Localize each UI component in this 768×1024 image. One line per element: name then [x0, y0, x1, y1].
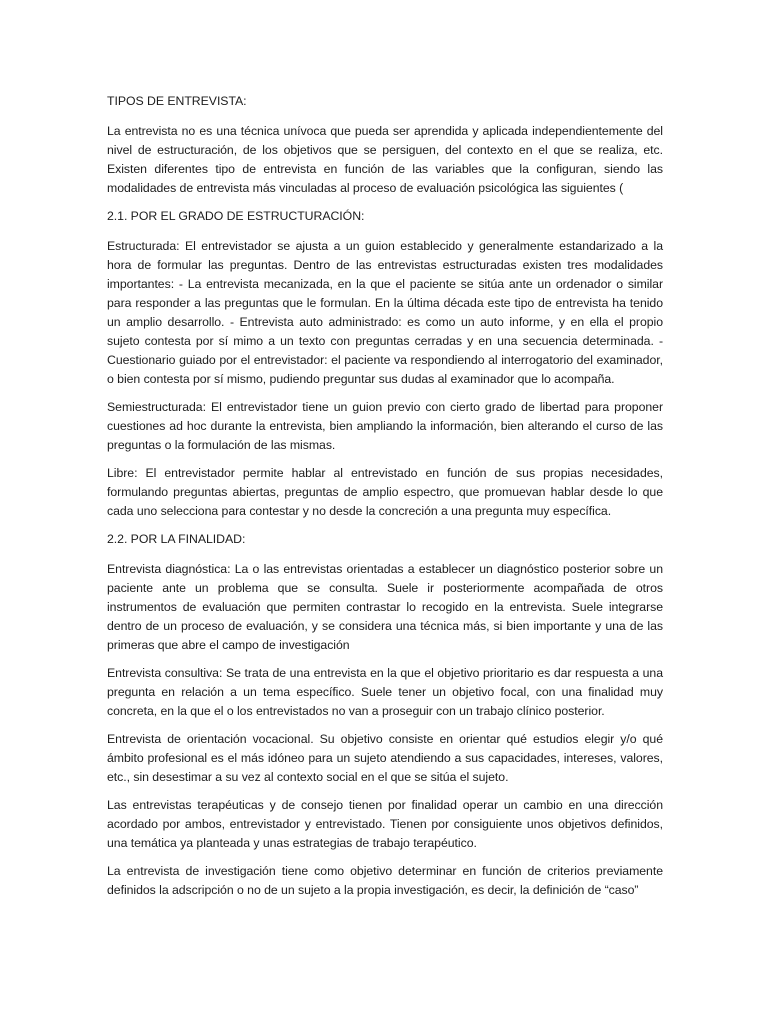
- paragraph-structured: Estructurada: El entrevistador se ajusta a un guion establecido y generalmente estandarizado a la hora de formular las preguntas. Dentro de las entrevistas estructuradas existen tres modalidades importantes: - La entrevista mecanizada, en la que el paciente se sitúa ante un ordenador o similar para responder a las preguntas que le formulan. En la última década este tipo de entrevista ha tenido un amplio desarrollo. - Entrevista auto administrado: es como un auto informe, y en ella el propio sujeto contesta por sí mimo a un texto con preguntas cerradas y en una secuencia determinada. - Cuestionario guiado por el entrevistador: el paciente va respondiendo al interrogatorio del examinador, o bien contesta por sí mismo, pudiendo preguntar sus dudas al examinador que lo acompaña.: [107, 239, 663, 386]
- document-title: TIPOS DE ENTREVISTA:: [107, 94, 247, 108]
- paragraph-vocational: Entrevista de orientación vocacional. Su objetivo consiste en orientar qué estudios elegir y/o qué ámbito profesional es el más idóneo para un sujeto atendiendo a sus capacidades, intereses, valores, etc., sin desestimar a su vez al contexto social en el que se sitúa el sujeto.: [107, 732, 663, 784]
- paragraph-consultative: Entrevista consultiva: Se trata de una entrevista en la que el objetivo prioritario es dar respuesta a una pregunta en relación a un tema específico. Suele tener un objetivo focal, con una finalidad muy concreta, en la que el o los entrevistados no van a proseguir con un trabajo clínico posterior.: [107, 666, 663, 718]
- intro-paragraph: La entrevista no es una técnica unívoca que pueda ser aprendida y aplicada independientemente del nivel de estructuración, de los objetivos que se persiguen, del contexto en el que se realiza, etc. Existen diferentes tipo de entrevista en función de las variables que la configuran, siendo las modalidades de entrevista más vinculadas al proceso de evaluación psicológica las siguientes (: [107, 124, 663, 195]
- paragraph-research: La entrevista de investigación tiene como objetivo determinar en función de criterios previamente definidos la adscripción o no de un sujeto a la propia investigación, es decir, la definición de “caso”: [107, 864, 663, 897]
- paragraph-free: Libre: El entrevistador permite hablar al entrevistado en función de sus propias necesidades, formulando preguntas abiertas, preguntas de amplio espectro, que promuevan hablar desde lo que cada uno selecciona para contestar y no desde la concreción a una pregunta muy específica.: [107, 466, 663, 518]
- paragraph-semistructured: Semiestructurada: El entrevistador tiene un guion previo con cierto grado de libertad para proponer cuestiones ad hoc durante la entrevista, bien ampliando la información, bien alterando el curso de las preguntas o la formulación de las mismas.: [107, 400, 663, 452]
- section-heading-structure: 2.1. POR EL GRADO DE ESTRUCTURACIÓN:: [107, 209, 365, 223]
- document-body: [107, 92, 663, 909]
- paragraph-diagnostic: Entrevista diagnóstica: La o las entrevistas orientadas a establecer un diagnóstico posterior sobre un paciente ante un problema que se consulta. Suele ir posteriormente acompañada de otros instrumentos de evaluación que permiten contrastar lo recogido en la entrevista. Suele integrarse dentro de un proceso de evaluación, y se considera una técnica más, si bien importante y una de las primeras que abre el campo de investigación: [107, 562, 663, 652]
- paragraph-therapeutic: Las entrevistas terapéuticas y de consejo tienen por finalidad operar un cambio en una dirección acordado por ambos, entrevistador y entrevistado. Tienen por consiguiente unos objetivos definidos, una temática ya planteada y unas estrategias de trabajo terapéutico.: [107, 798, 663, 850]
- section-heading-purpose: 2.2. POR LA FINALIDAD:: [107, 532, 246, 546]
